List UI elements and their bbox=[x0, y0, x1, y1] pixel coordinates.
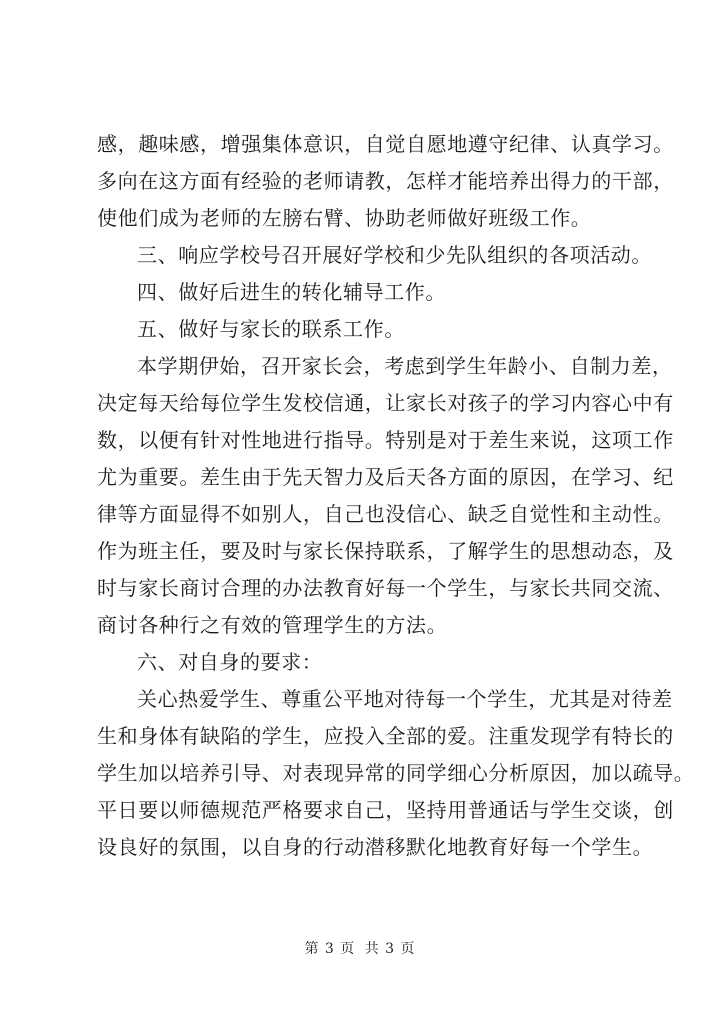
text-line: 决定每天给每位学生发校信通，让家长对孩子的学习内容心中有 bbox=[97, 391, 674, 415]
text-line: 生和身体有缺陷的学生，应投入全部的爱。注重发现学有特长的 bbox=[97, 724, 674, 748]
text-line: 设良好的氛围，以自身的行动潜移默化地教育好每一个学生。 bbox=[97, 835, 654, 859]
page-total: 共 3 页 bbox=[364, 941, 416, 957]
text-line: 感，趣味感，增强集体意识，自觉自愿地遵守纪律、认真学习。 bbox=[97, 132, 674, 156]
text-line: 时与家长商讨合理的办法教育好每一个学生，与家长共同交流、 bbox=[97, 576, 674, 600]
text-line: 商讨各种行之有效的管理学生的方法。 bbox=[97, 613, 448, 637]
paragraph bbox=[97, 681, 695, 866]
document-body bbox=[97, 126, 695, 866]
section-heading bbox=[97, 237, 652, 274]
text-line: 学生加以培养引导、对表现异常的同学细心分析原因，加以疏导。 bbox=[97, 761, 695, 785]
text-line: 三、响应学校号召开展好学校和少先队组织的各项活动。 bbox=[137, 243, 652, 267]
text-line: 平日要以师德规范严格要求自己，坚持用普通话与学生交谈，创 bbox=[97, 798, 674, 822]
text-line: 本学期伊始，召开家长会，考虑到学生年龄小、自制力差， bbox=[137, 354, 673, 378]
section-heading bbox=[97, 274, 637, 311]
text-line: 律等方面显得不如别人，自己也没信心、缺乏自觉性和主动性。 bbox=[97, 502, 674, 526]
text-line: 使他们成为老师的左膀右臂、协助老师做好班级工作。 bbox=[97, 206, 592, 230]
page-number: 第 3 页 bbox=[304, 941, 356, 957]
text-line: 作为班主任，要及时与家长保持联系，了解学生的思想动态，及 bbox=[97, 539, 674, 563]
text-line: 多向在这方面有经验的老师请教，怎样才能培养出得力的干部， bbox=[97, 169, 674, 193]
text-line: 四、做好后进生的转化辅导工作。 bbox=[137, 280, 446, 304]
section-heading bbox=[97, 644, 637, 681]
section-heading bbox=[97, 311, 637, 348]
text-line: 六、对自身的要求： bbox=[137, 650, 323, 674]
text-line: 数，以便有针对性地进行指导。特别是对于差生来说，这项工作 bbox=[97, 428, 674, 452]
paragraph bbox=[97, 348, 674, 644]
text-line: 关心热爱学生、尊重公平地对待每一个学生，尤其是对待差 bbox=[137, 687, 673, 711]
paragraph bbox=[97, 126, 674, 237]
text-line: 五、做好与家长的联系工作。 bbox=[137, 317, 405, 341]
page-footer bbox=[0, 938, 720, 958]
text-line: 尤为重要。差生由于先天智力及后天各方面的原因，在学习、纪 bbox=[97, 465, 674, 489]
